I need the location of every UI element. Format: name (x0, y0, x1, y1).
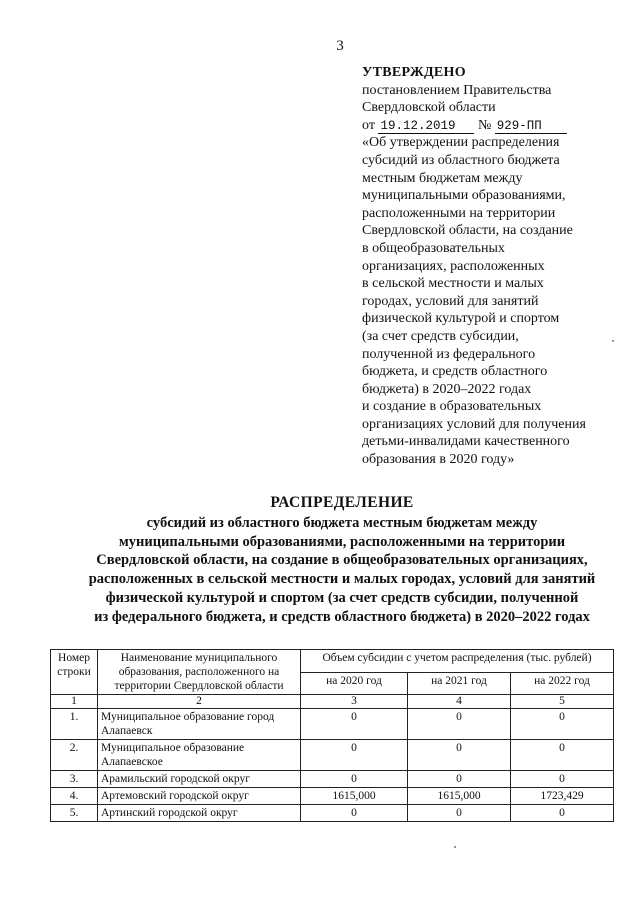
approval-line: Свердловской области (362, 100, 496, 116)
date-prefix: от (362, 117, 375, 133)
column-number: 2 (98, 695, 301, 709)
heading-line: из федерального бюджета, и средств областного бюджета) в 2020–2022 годах (94, 608, 590, 625)
row-number-cell: 5. (51, 805, 98, 822)
document-title: РАСПРЕДЕЛЕНИЕ (270, 494, 414, 511)
header-year-2021: на 2021 год (408, 672, 511, 695)
heading-line: физической культурой и спортом (за счет средств субсидии, полученной (105, 589, 579, 606)
decree-title-line: организациях, расположенных (362, 258, 545, 274)
decree-title-line: городах, условий для занятий (362, 293, 539, 309)
municipality-name-cell: Артемовский городской округ (98, 788, 301, 805)
decree-date: 19.12.2019 (378, 119, 474, 134)
table-row (51, 771, 614, 788)
amount-2021-cell: 1615,000 (408, 788, 511, 805)
distribution-table (50, 649, 614, 822)
decree-title-line: детьми-инвалидами качественного (362, 434, 570, 450)
table-row (51, 709, 614, 740)
row-number-cell: 2. (51, 740, 98, 771)
municipality-name-cell: Муниципальное образование Алапаевское (98, 740, 301, 771)
amount-2022-cell: 0 (511, 771, 614, 788)
decree-title-line: расположенными на территории (362, 205, 556, 221)
decree-title-line: Свердловской области, на создание (362, 223, 573, 239)
decree-title-line: субсидий из областного бюджета (362, 152, 560, 168)
amount-2020-cell: 0 (301, 709, 408, 740)
row-number-cell: 1. (51, 709, 98, 740)
decree-title-line: полученной из федерального (362, 346, 536, 362)
heading-line: субсидий из областного бюджета местным бюджетам между (146, 514, 538, 531)
header-volume: Объем субсидии с учетом распределения (тыс. рублей) (301, 650, 614, 673)
document-subtitle (40, 514, 640, 627)
municipality-name-cell: Артинский городской округ (98, 805, 301, 822)
decree-title-line: и создание в образовательных (362, 399, 542, 415)
scan-speck (612, 340, 614, 342)
amount-2021-cell: 0 (408, 771, 511, 788)
table-row (51, 740, 614, 771)
decree-title-line: «Об утверждении распределения (362, 135, 560, 151)
municipality-name-cell: Арамильский городской округ (98, 771, 301, 788)
amount-2022-cell: 0 (511, 709, 614, 740)
approval-stamp (362, 64, 632, 469)
amount-2020-cell: 0 (301, 740, 408, 771)
decree-date-number (362, 117, 632, 135)
decree-title-line: бюджета, и средств областного (362, 364, 548, 380)
amount-2020-cell: 1615,000 (301, 788, 408, 805)
decree-title-line: (за счет средств субсидии, (362, 328, 519, 344)
decree-title-line: в общеобразовательных (362, 240, 505, 256)
document-heading (40, 494, 640, 627)
decree-number: 929-ПП (495, 119, 567, 134)
table-row (51, 788, 614, 805)
header-row-number: Номер строки (51, 650, 98, 695)
decree-title-line: в сельской местности и малых (362, 276, 544, 292)
column-number: 1 (51, 695, 98, 709)
decree-title-line: местным бюджетам между (362, 170, 523, 186)
row-number-cell: 4. (51, 788, 98, 805)
page-number: 3 (336, 38, 344, 54)
row-number-cell: 3. (51, 771, 98, 788)
heading-line: Свердловской области, на создание в общеобразовательных организациях, (96, 552, 588, 569)
header-year-2020: на 2020 год (301, 672, 408, 695)
header-name: Наименование муниципального образования, расположенного на территории Свердловской области (98, 650, 301, 695)
column-number: 5 (511, 695, 614, 709)
amount-2021-cell: 0 (408, 709, 511, 740)
header-year-2022: на 2022 год (511, 672, 614, 695)
amount-2020-cell: 0 (301, 771, 408, 788)
amount-2021-cell: 0 (408, 740, 511, 771)
decree-title-line: образования в 2020 году» (362, 452, 515, 468)
amount-2020-cell: 0 (301, 805, 408, 822)
decree-title-line: организациях условий для получения (362, 416, 586, 432)
scan-speck (454, 846, 456, 848)
decree-title-line: физической культурой и спортом (362, 311, 560, 327)
number-prefix: № (477, 117, 492, 133)
amount-2021-cell: 0 (408, 805, 511, 822)
municipality-name-cell: Муниципальное образование город Алапаевск (98, 709, 301, 740)
amount-2022-cell: 1723,429 (511, 788, 614, 805)
approval-line: постановлением Правительства (362, 82, 552, 98)
column-number: 4 (408, 695, 511, 709)
table-row (51, 805, 614, 822)
approved-label: УТВЕРЖДЕНО (362, 65, 466, 80)
amount-2022-cell: 0 (511, 805, 614, 822)
column-number: 3 (301, 695, 408, 709)
column-numbers-row (51, 695, 614, 709)
decree-title-line: муниципальными образованиями, (362, 188, 566, 204)
heading-line: расположенных в сельской местности и малых городах, условий для занятий (88, 571, 596, 588)
heading-line: муниципальными образованиями, расположенными на территории (118, 533, 566, 550)
decree-title (362, 134, 632, 468)
amount-2022-cell: 0 (511, 740, 614, 771)
decree-title-line: бюджета) в 2020–2022 годах (362, 381, 532, 397)
